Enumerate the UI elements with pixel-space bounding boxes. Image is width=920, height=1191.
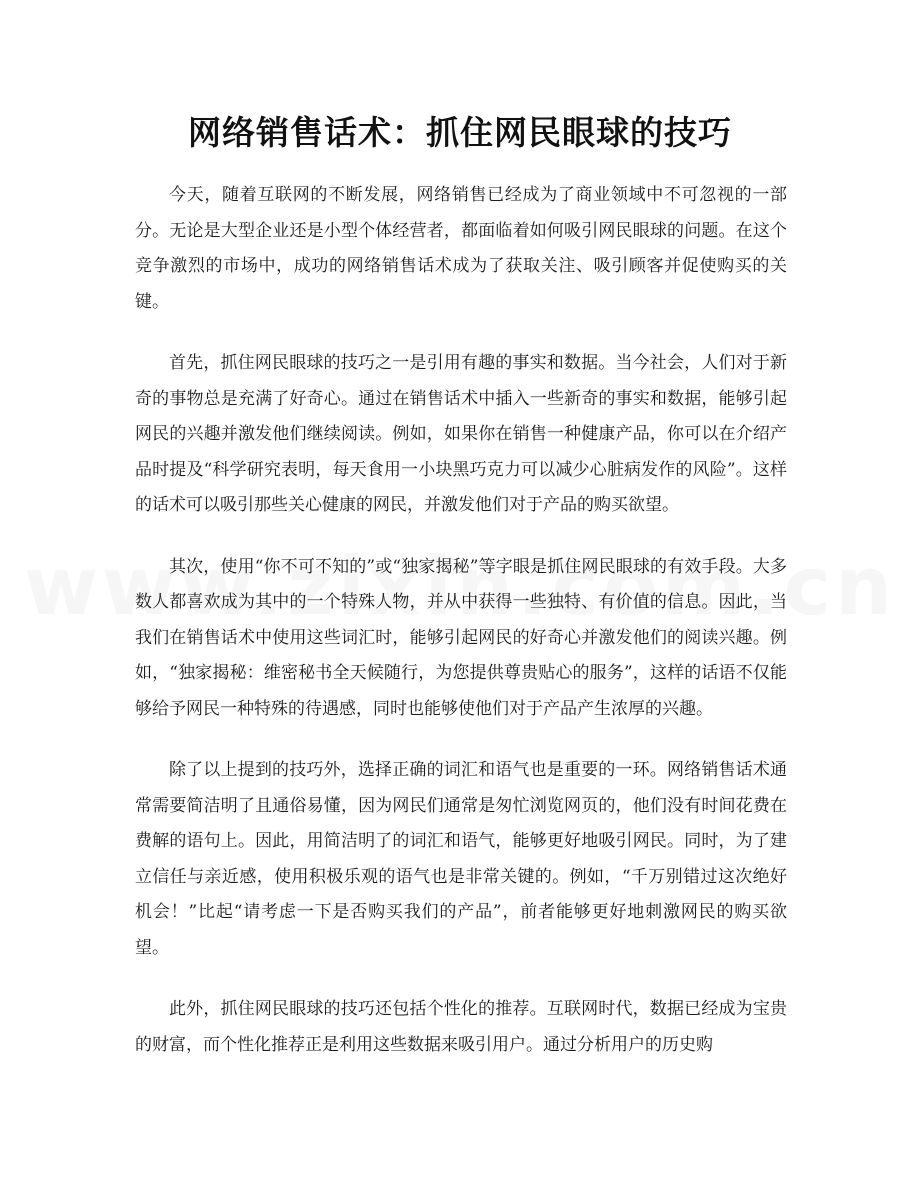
document-body (135, 178, 787, 1089)
paragraph-3: 其次，使用“你不可不知的”或“独家揭秘”等字眼是抓住网民眼球的有效手段。大多数人都喜欢成为其中的一个特殊人物，并从中获得一些独特、有价值的信息。因此，当我们在销售话术中使用这些词汇时，能够引起网民的好奇心并激发他们的阅读兴趣。例如，“独家揭秘：维密秘书全天候随行，为您提供尊贵贴心的服务”，这样的话语不仅能够给予网民一种特殊的待遇感，同时也能够使他们对于产品产生浓厚的兴趣。 (135, 556, 787, 719)
paragraph-2: 首先，抓住网民眼球的技巧之一是引用有趣的事实和数据。当今社会，人们对于新奇的事物总是充满了好奇心。通过在销售话术中插入一些新奇的事实和数据，能够引起网民的兴趣并激发他们继续阅读。例如，如果你在销售一种健康产品，你可以在介绍产品时提及“科学研究表明，每天食用一小块黑巧克力可以减少心脏病发作的风险”。这样的话术可以吸引那些关心健康的网民，并激发他们对于产品的购买欲望。 (135, 353, 787, 515)
paragraph-1: 今天，随着互联网的不断发展，网络销售已经成为了商业领域中不可忽视的一部分。无论是大型企业还是小型个体经营者，都面临着如何吸引网民眼球的问题。在这个竞争激烈的市场中，成功的网络销售话术成为了获取关注、吸引顾客并促使购买的关键。 (135, 185, 787, 312)
document-title: 网络销售话术：抓住网民眼球的技巧 (188, 113, 732, 152)
paragraph-5: 此外，抓住网民眼球的技巧还包括个性化的推荐。互联网时代，数据已经成为宝贵的财富，而个性化推荐正是利用这些数据来吸引用户。通过分析用户的历史购 (135, 999, 787, 1055)
paragraph-4: 除了以上提到的技巧外，选择正确的词汇和语气也是重要的一环。网络销售话术通常需要简洁明了且通俗易懂，因为网民们通常是匆忙浏览网页的，他们没有时间花费在费解的语句上。因此，用简洁明了的词汇和语气，能够更好地吸引网民。同时，为了建立信任与亲近感，使用积极乐观的语气也是非常关键的。例如，“千万别错过这次绝好机会！”比起“请考虑一下是否购买我们的产品”，前者能够更好地刺激网民的购买欲望。 (135, 760, 787, 958)
